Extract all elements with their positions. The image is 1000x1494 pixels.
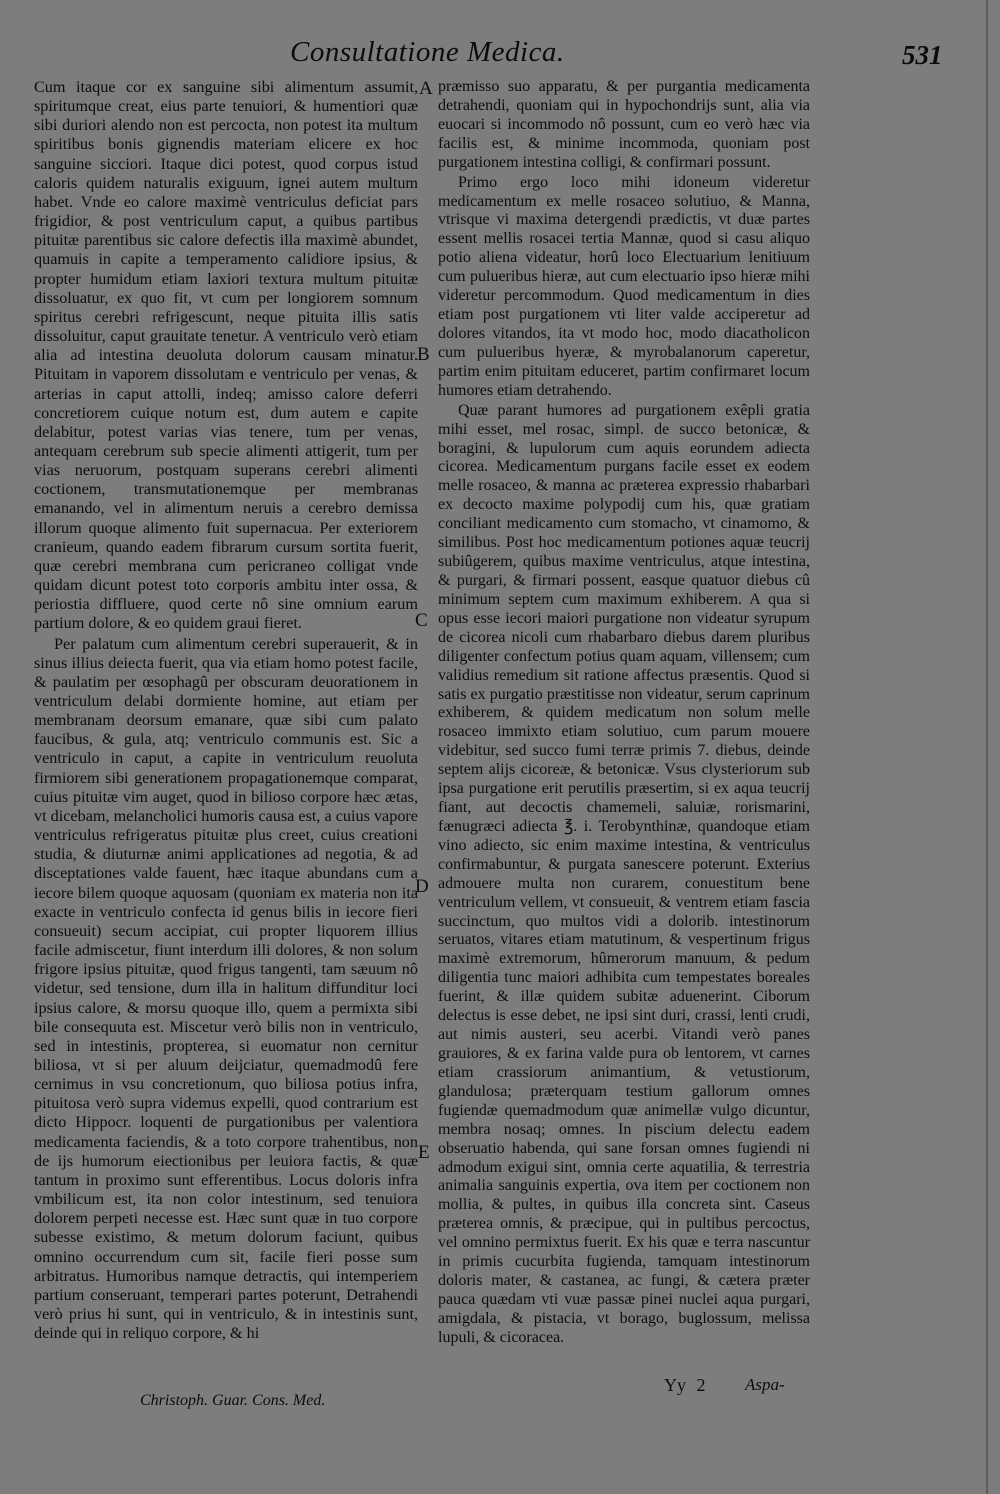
- margin-marker-c: C: [415, 610, 428, 631]
- left-column: [34, 78, 418, 1343]
- page-title: Consultatione Medica.: [290, 36, 565, 68]
- margin-marker-a: A: [419, 78, 433, 99]
- left-paragraph-2: Per palatum cum alimentum cerebri superauerit, & in sinus illius deiecta fuerit, qua via etiam homo potest facile, & paulatim per œsophagû per obscuram deuorationem in ventriculum delabi dormiente homine, aut etiam per membranam deorsum emanare, quæ sibi cum palato faucibus, & gula, atq; ventriculo communis est. Sic a ventriculo in caput, a capite in ventriculum reuoluta firmiorem sibi generationem propagationemque comparat, cuius pituitæ vim auget, quod in bilioso corpore hæc ætas, vt dicebam, melancholici humoris causa est, a cuius vapore ventriculus refrigeratus pituitæ plus creet, cuius creationi studia, & diuturnæ animi applicationes ad negotia, & ad disceptationes valde fauent, hæc itaque abundans cum a iecore bilem quoque aquosam (quoniam ex materia non ita exacte in ventriculo confecta id genus bilis in iecore fieri consueuit) secum accipiat, cui propter liquorem illius facile admiscetur, fiunt interdum illi dolores, & non solum frigore ipsius pituitæ, quod frigus tangenti, tam sæuum nô videtur, sed tensione, dum illa in halitum diffunditur loci ipsius calore, & morsu quoque illo, quem a permixta sibi bile consequuta est. Miscetur verò bilis non in ventriculo, sed in intestinis, propterea, si euomatur non cernitur biliosa, vt si per aluum deijciatur, quemadmodû fere cernimus in vsu concretionum, quo biliosa potius infra, pituitosa verò supra videmus expelli, quod contrarium est dicto Hippocr. loquenti de purgationibus per valentiora medicamenta faciendis, & a toto corpore trahentibus, non de ijs humorum eiectionibus per leuiora factis, & quæ tantum in proximo sunt efferentibus. Locus doloris infra vmbilicum est, ita non color intestinum, sed tenuiora dolorem perpeti necesse est. Hæc sunt quæ in tuo corpore subesse existimo, & metum dolorum faciunt, quibus omnino occurrendum cum sit, facile fieri posse sum arbitratus. Humoribus namque detractis, qui intemperiem partium conseruant, temperari partes poterunt, Detrahendi verò prius hi sunt, qui in ventriculo, & in intestinis sunt, deinde qui in reliquo corpore, & hi: [34, 634, 418, 1343]
- page-number: 531: [902, 40, 943, 70]
- left-paragraph-1: Cum itaque cor ex sanguine sibi alimentum assumit, spiritumque creat, eius parte tenuiori, & humentiori quæ sibi duriori alendo non est percocta, non potest ita multum spiritibus bonis gignendis materiam elicere ex hoc sanguine sicciori. Itaque dici potest, quod corpus istud caloris quidem naturalis exiguum, ignei autem multum habet. Vnde eo calore maximè ventriculus deficiat pars frigidior, & post ventriculum caput, a quibus partibus pituitæ parentibus sic calore defectis illa maximè abundet, quamuis in capite a temperamento calidiore ipsius, & propter humidum etiam laxiori textura multum pituitæ dissoluatur, ex quo fit, vt cum per longiorem somnum spiritus cerebri refrigescunt, neque pituita illis satis dissoluitur, caput grauitate tenetur. A ventriculo verò etiam alia ad intestina deuoluta dolorum causam minatur. Pituitam in vaporem dissolutam e ventriculo per venas, & arterias in caput attolli, indeq; amisso calore deferri concretiorem cuique notum est, dum autem e capite delabitur, potest varias vias tenere, tum per venas, antequam cerebrum sub specie alimenti attigerit, tum per vias neruorum, postquam superans cerebri alimenti coctionem, transmutationemque per membranas emanando, vel in alimentum neruis a cerebro demissa illorum quoque alimento fuit supernacua. Per exteriorem cranieum, quando eadem fibrarum cursum sortita fuerit, quæ cerebri membrana cum pericraneo colligat vnde quidam dicunt potest toto corporis ambitu inter ossa, & periostia diffluere, quod certe nô sine omnium earum partium dolore, & eo quidem graui fieret.: [34, 78, 418, 633]
- catchword: Aspa-: [745, 1375, 785, 1394]
- margin-marker-b: B: [417, 344, 430, 365]
- right-column: [438, 78, 810, 1348]
- right-paragraph-3: Quæ parant humores ad purgationem exêpli gratia mihi esset, mel rosac, simpl. de succo betonicæ, & boragini, & lupulorum cum aquis eorundem adiecta cicorea. Medicamentum purgans facile esset ex eodem melle rosaceo, & manna ac præterea expressio rhabarbari ex decocto maxime polypodij cum his, quæ gratiam conciliant medicamento cum stomacho, vt cinamomo, & similibus. Post hoc medicamentum potiones aquæ teucrij subiûgerem, quibus maxime ventriculus, atque intestina, & purgari, & firmari possent, easque quatuor diebus cû minimum septem cum maximum exhiberem. A qua si opus esse iecori maiori purgatione non videatur syrupum de cicorea nicoli cum rhabarbaro diebus darem pluribus diligenter confectum potius quam aquam, villensem; cum validius remedium sit ratione affectus præsentis. Quod si satis ex purgatio præstitisse non videatur, serum caprinum exhiberem, & quidem medicatum non solum melle rosaceo immixto etiam solutiuo, cum parum mouere videbitur, sed succo fumi terræ primis 7. diebus, deinde septem alijs cicoreæ, & betonicæ. Vsus clysteriorum sub ipsa purgatione erit perutilis præsertim, si ex aqua teucrij fiant, aut decoctis chamemeli, saluiæ, rorismarini, fænugræci adiecta ℥. i. Terobynthinæ, quandoque etiam vino adiecto, sic enim maxime intestina, & ventriculus confirmabuntur, & purgata sanescere poterunt. Exterius admouere multa non curarem, conuestitum bene ventriculum vellem, vt consueuit, & ventrem etiam fascia succinctum, quo multos vidi a dolorib. intestinorum seruatos, vitares etiam matutinum, & vespertinum frigus maximè extremorum, hûmerorum manuum, & pedum diligentia tunc maiori adhibita cum tempestates boreales fuerint, & illæ quidem subitæ aduenerint. Ciborum delectus is esse debet, ne ipsi sint duri, crassi, lenti crudi, aut nimis austeri, seu acerbi. Vitandi verò panes grauiores, & ex farina valde pura ob lentorem, vt carnes etiam crassiorum animantium, & vetustiorum, glandulosa; præterquam testium gallorum omnes fugiendæ quemadmodum quæ animellæ vulgo dicuntur, membra nosaq; omnes. In piscium delectu eadem obseruatio habenda, qui sane forsan omnes fugiendi ni admodum exigui sint, omnia certe aquatilia, & terrestria animalia sanguinis expertia, ova item per coctionem non mollia, & pultes, in quibus illa concreta sint. Caseus præterea omnis, & præcipue, qui in pultibus percoctus, vel omnino permixtus fuerit. Ex his quæ e terra nascuntur in primis cucurbita fugienda, tamquam intestinorum doloris mater, & castanea, ac fungi, & cætera præter pauca quædam vti vuæ passæ pinei nuclei aqua purgari, amigdala, & pistacia, vt borago, buglossum, melissa lupuli, & cicoracea.: [438, 401, 810, 1346]
- right-paragraph-2: Primo ergo loco mihi idoneum videretur medicamentum ex melle rosaceo solutiuo, & Manna, vtrisque vi maxima detergendi prædictis, vt duæ partes essent mellis rosacei tertia Mannæ, quod si casu aliquo potio aliena videatur, horû loco Electuarium lenitiuum cum pulueribus hieræ, aut cum electuario ipso hieræ mihi videretur percommodum. Quod medicamentum in dies etiam post purgationem vti liter valde acciperetur ad dolores vitandos, ita vt modo hoc, modo diacatholicon cum pulueribus hyeræ, & myrobalanorum caperetur, partim enim pituitam educeret, partim confirmaret locum humores etiam detrahendo.: [438, 173, 810, 399]
- right-paragraph-1: præmisso suo apparatu, & per purgantia medicamenta detrahendi, quoniam qui in hypochondrijs sunt, alia via euocari si incommodo nô possunt, cum eo verò hæc via facilis est, & minime incommoda, quoniam post purgationem intestina colligi, & confirmari possunt.: [438, 78, 810, 171]
- running-footer-title: Christoph. Guar. Cons. Med.: [140, 1392, 326, 1409]
- margin-marker-e: E: [418, 1142, 430, 1163]
- signature-mark: Yy 2: [664, 1375, 706, 1395]
- margin-marker-d: D: [415, 876, 429, 897]
- page-edge: [986, 0, 988, 1494]
